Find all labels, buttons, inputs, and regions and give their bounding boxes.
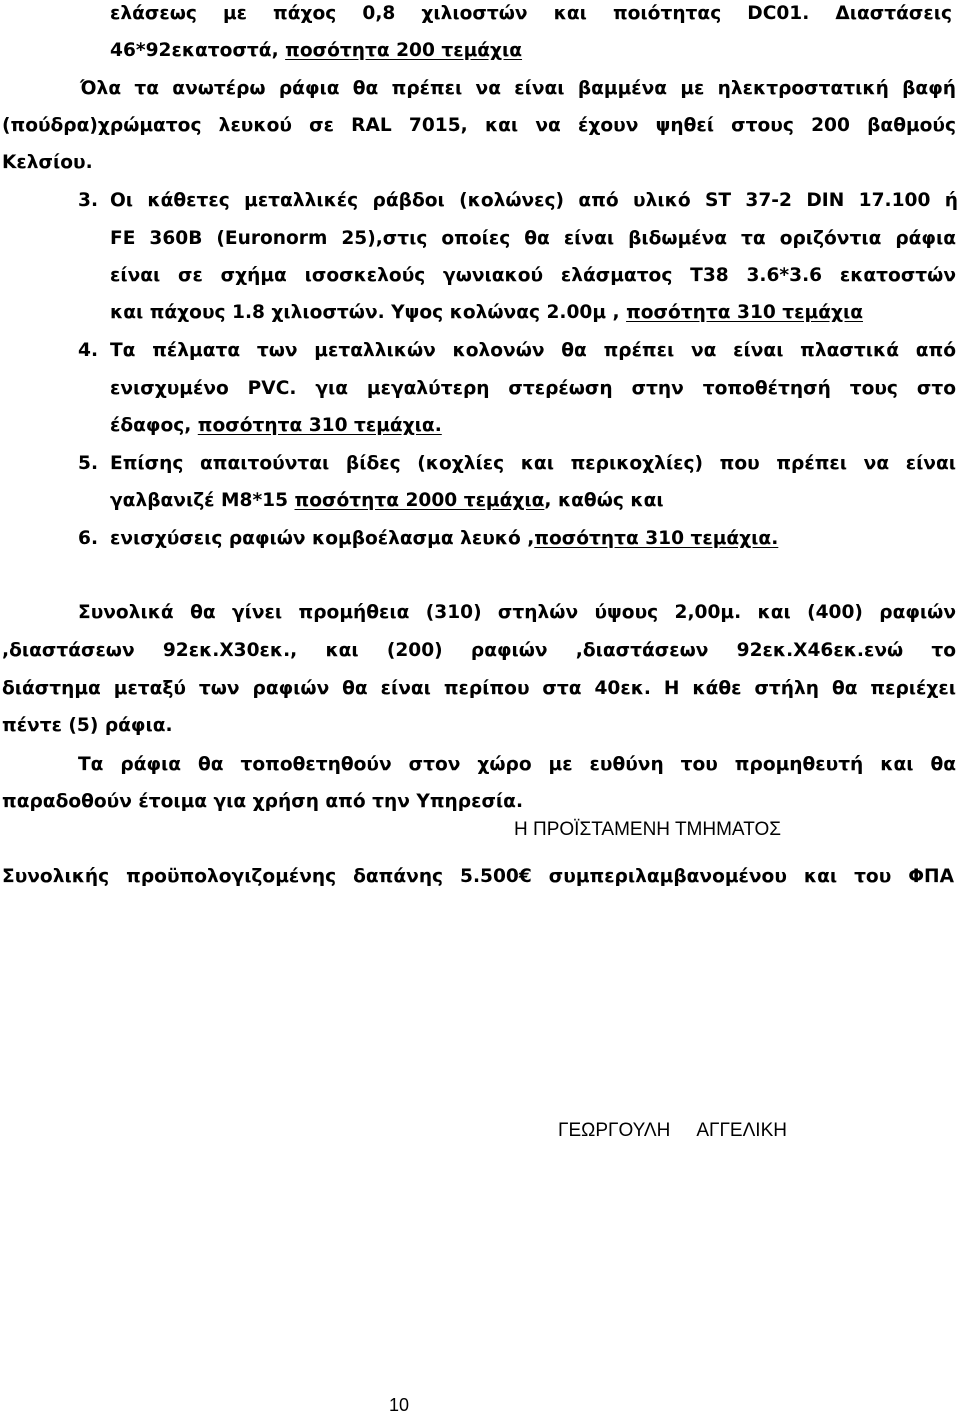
signature-surname: ΓΕΩΡΓΟΥΛΗ bbox=[558, 1120, 671, 1141]
quantity-310-reinforcements: ποσότητα 310 τεμάχια. bbox=[534, 528, 779, 549]
summary-line-2: ,διαστάσεων 92εκ.Χ30εκ., και (200) ραφιών ,διαστάσεων 92εκ.Χ46εκ.ενώ το bbox=[2, 640, 956, 661]
item-4-ground-text: έδαφος, bbox=[110, 415, 198, 436]
item-3-line-4 bbox=[110, 304, 863, 323]
item-4-line-2: ενισχυμένο PVC. για μεγαλύτερη στερέωση στην τοποθέτησή τους στο bbox=[110, 378, 956, 399]
item-6-line-1 bbox=[110, 530, 778, 549]
item-5-line-1: Επίσης απαιτούνται βίδες (κοχλίες και περικοχλίες) που πρέπει να είναι bbox=[110, 453, 956, 474]
top-paragraph-line-5: Κελσίου. bbox=[2, 152, 93, 173]
summary-line-4: πέντε (5) ράφια. bbox=[2, 715, 173, 736]
item-3-line-3: είναι σε σχήμα ισοσκελούς γωνιακού ελάσματος Τ38 3.6*3.6 εκατοστών bbox=[110, 265, 956, 286]
quantity-310-columns: ποσότητα 310 τεμάχια bbox=[626, 302, 863, 323]
delivery-line-1: Τα ράφια θα τοποθετηθούν στον χώρο με ευθύνη του προμηθευτή και θα bbox=[78, 754, 956, 775]
item-5-number: 5. bbox=[78, 453, 99, 474]
item-4-number: 4. bbox=[78, 340, 99, 361]
item-6-number: 6. bbox=[78, 528, 99, 549]
item-4-line-3 bbox=[110, 417, 442, 436]
dimensions-text: 46*92εκατοστά, bbox=[110, 40, 286, 61]
item-4-line-1: Τα πέλματα των μεταλλικών κολονών θα πρέπει να είναι πλαστικά από bbox=[110, 340, 956, 361]
top-paragraph-line-3: Όλα τα ανωτέρω ράφια θα πρέπει να είναι βαμμένα με ηλεκτροστατική βαφή bbox=[80, 78, 956, 99]
item-3-line-2: FE 360B (Euronorm 25),στις οποίες θα είναι βιδωμένα τα οριζόντια ράφια bbox=[110, 228, 956, 249]
summary-line-1: Συνολικά θα γίνει προμήθεια (310) στηλών ύψους 2,00μ. και (400) ραφιών bbox=[78, 602, 956, 623]
summary-line-3: διάστημα μεταξύ των ραφιών θα είναι περίπου στα 40εκ. Η κάθε στήλη θα περιέχει bbox=[2, 678, 956, 699]
budget-statement: Συνολικής προϋπολογιζομένης δαπάνης 5.500€ συμπεριλαμβανομένου και του ΦΠΑ bbox=[2, 866, 954, 887]
quantity-310-feet: ποσότητα 310 τεμάχια. bbox=[197, 415, 442, 436]
page-number: 10 bbox=[389, 1395, 410, 1415]
signature-title: Η ΠΡΟΪΣΤΑΜΕΝΗ ΤΜΗΜΑΤΟΣ bbox=[514, 819, 781, 840]
item-5-line-2 bbox=[110, 492, 664, 511]
delivery-line-2: παραδοθούν έτοιμα για χρήση από την Υπηρεσία. bbox=[2, 791, 524, 812]
item-3-number: 3. bbox=[78, 190, 99, 211]
top-paragraph-line-1: ελάσεως με πάχος 0,8 χιλιοστών και ποιότητας DC01. Διαστάσεις bbox=[110, 3, 952, 24]
item-5-bolt-text: γαλβανιζέ Μ8*15 bbox=[110, 490, 295, 511]
quantity-2000: ποσότητα 2000 τεμάχια bbox=[294, 490, 545, 511]
signature-name bbox=[558, 1121, 787, 1140]
top-paragraph-line-4: (πούδρα)χρώματος λευκού σε RAL 7015, και να έχουν ψηθεί στους 200 βαθμούς bbox=[2, 115, 956, 136]
item-3-thickness-text: και πάχους 1.8 χιλιοστών. Υψος κολώνας 2.00μ , bbox=[110, 302, 627, 323]
signature-given-name: ΑΓΓΕΛΙΚΗ bbox=[696, 1120, 787, 1141]
top-paragraph-line-2 bbox=[110, 42, 522, 61]
item-5-tail-text: , καθώς και bbox=[544, 490, 664, 511]
quantity-200: ποσότητα 200 τεμάχια bbox=[285, 40, 523, 61]
item-6-text: ενισχύσεις ραφιών κομβοέλασμα λευκό , bbox=[110, 528, 535, 549]
item-3-line-1: Οι κάθετες μεταλλικές ράβδοι (κολώνες) από υλικό ST 37-2 DIN 17.100 ή bbox=[110, 190, 958, 211]
